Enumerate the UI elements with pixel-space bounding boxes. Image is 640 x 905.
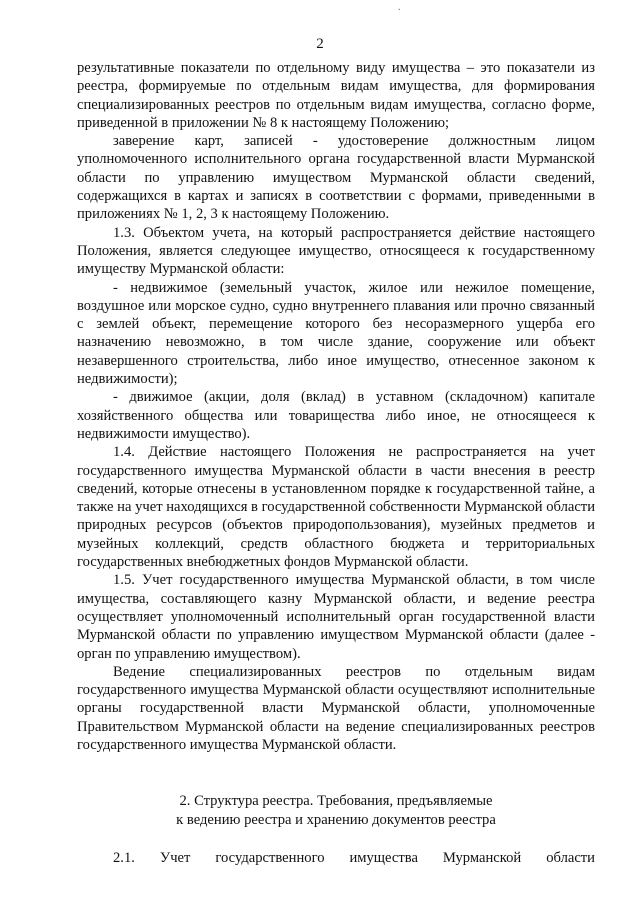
spacer	[77, 829, 595, 849]
page-number: 2	[316, 36, 324, 52]
section-heading-line-2: к ведению реестра и хранению документов реестра	[176, 811, 496, 828]
list-item-movable: - движимое (акции, доля (вклад) в уставном (складочном) капитале хозяйственного общества или товарищества либо иное, не относящееся к недвижимости имущество).	[77, 389, 595, 442]
paragraph-1-5: 1.5. Учет государственного имущества Мурманской области, в том числе имущества, составляющего казну Мурманской области, и ведение реестра осуществляет уполномоченный исполнительный орган государственной власти Мурманской области по управлению имуществом Мурманской области (далее - орган по управлению имуществом).	[77, 572, 595, 662]
paragraph-specialized-registries: Ведение специализированных реестров по отдельным видам государственного имущества Мурманской области осуществляют исполнительные органы государственной власти Мурманской области, уполномоченные Правительством Мурманской области на ведение специализированных реестров государственного имущества Мурманской области.	[77, 663, 595, 753]
spacer	[77, 754, 595, 792]
list-item-immovable: - недвижимое (земельный участок, жилое или нежилое помещение, воздушное или морское судно, судно внутреннего плавания или прочно связанный с землей объект, перемещение которого без несоразмерного ущерба его назначению невозможно, в том числе здание, сооружение или объект незавершенного строительства, либо иное имущество, отнесенное законом к недвижимости);	[77, 279, 595, 388]
document-body	[77, 59, 595, 867]
paragraph-definition-certification: заверение карт, записей - удостоверение должностным лицом уполномоченного исполнительного органа государственной власти Мурманской области по управлению имуществом Мурманской области сведений, содержащихся в картах и записях в соответствии с формами, приведенными в приложениях № 1, 2, 3 к настоящему Положению.	[77, 133, 595, 223]
section-heading-line-1: 2. Структура реестра. Требования, предъявляемые	[179, 793, 493, 810]
paragraph-definition-indicators: результативные показатели по отдельному виду имущества – это показатели из реестра, формируемые по отдельным видам имущества, для формирования специализированных реестров по отдельным видам имущества, согласно форме, приведенной в приложении № 8 к настоящему Положению;	[77, 60, 595, 131]
corner-mark: .	[398, 2, 401, 13]
paragraph-2-1: 2.1. Учет государственного имущества Мурманской области	[113, 849, 595, 866]
paragraph-1-4: 1.4. Действие настоящего Положения не распространяется на учет государственного имущества Мурманской области в части внесения в реестр сведений, которые отнесены в установленном порядке к государственной тайне, а также на учет находящихся в государственной собственности Мурманской области природных ресурсов (объектов природопользования), музейных предметов и музейных коллекций, средств областного бюджета и территориальных государственных внебюджетных фондов Мурманской области.	[77, 444, 595, 571]
paragraph-1-3: 1.3. Объектом учета, на который распространяется действие настоящего Положения, является следующее имущество, относящееся к государственному имуществу Мурманской области:	[77, 224, 595, 278]
